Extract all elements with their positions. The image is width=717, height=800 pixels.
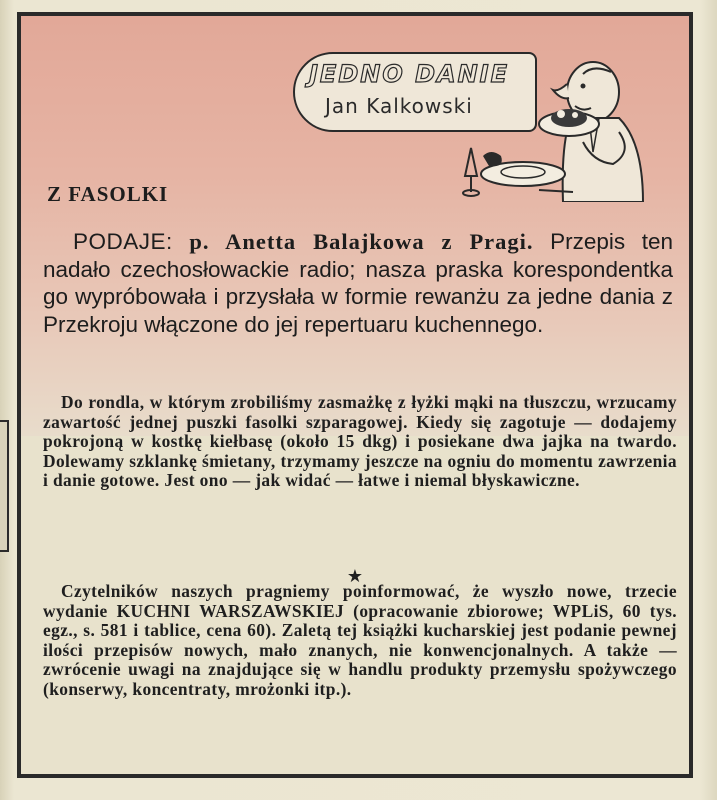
logo-title: JEDNO DANIE (309, 60, 509, 88)
section-separator: ★ (346, 566, 364, 586)
recipe-paragraph: Do rondla, w którym zrobiliśmy zasmażkę z łyżki mąki na tłuszczu, wrzucamy zawartość jednej puszki fasolki szparagowej. Kiedy się zagotuje — dodajemy pokrojoną w kostkę kiełbasę (około 15 dkg) i posiekane dwa jajka na twardo. Dolewamy szklankę śmietany, trzymamy jeszcze na ogniu do momentu zawrzenia i danie gotowe. Jest ono — jak widać — łatwe i niemal błyskawiczne. (43, 392, 677, 491)
byline-label: PODAJE: (73, 229, 173, 254)
byline-name: p. Anetta Balajkowa z Pragi. (189, 229, 534, 254)
article-lead (43, 228, 673, 338)
diner-illustration (443, 52, 649, 202)
intro-text: Przepis ten nadało czechosłowackie radio; nasza praska korespondentka go wypróbowała i przysłała w formie rewanżu za jedne dania z Przekroju włączone do jej repertuaru kuchennego. (43, 229, 673, 337)
logo-author: Jan Kalkowski (325, 94, 473, 118)
column-logo (293, 52, 649, 202)
article-title: Z FASOLKI (47, 182, 169, 206)
book-note-paragraph: Czytelników naszych pragniemy poinformować, że wyszło nowe, trzecie wydanie KUCHNI WARSZAWSKIEJ (opracowanie zbiorowe; WPLiS, 60 tys. egz., s. 581 i tablice, cena 60). Zaletą tej książki kucharskiej jest podanie pewnej ilości przepisów nowych, mało znanych, nie konwencjonalnych. A także — zwrócenie uwagi na znajdujące się w handlu produkty przemysłu spożywczego (konserwy, koncentraty, mrożonki itp.). (43, 581, 677, 699)
adjacent-column-edge (0, 420, 9, 552)
article-frame (17, 12, 693, 778)
